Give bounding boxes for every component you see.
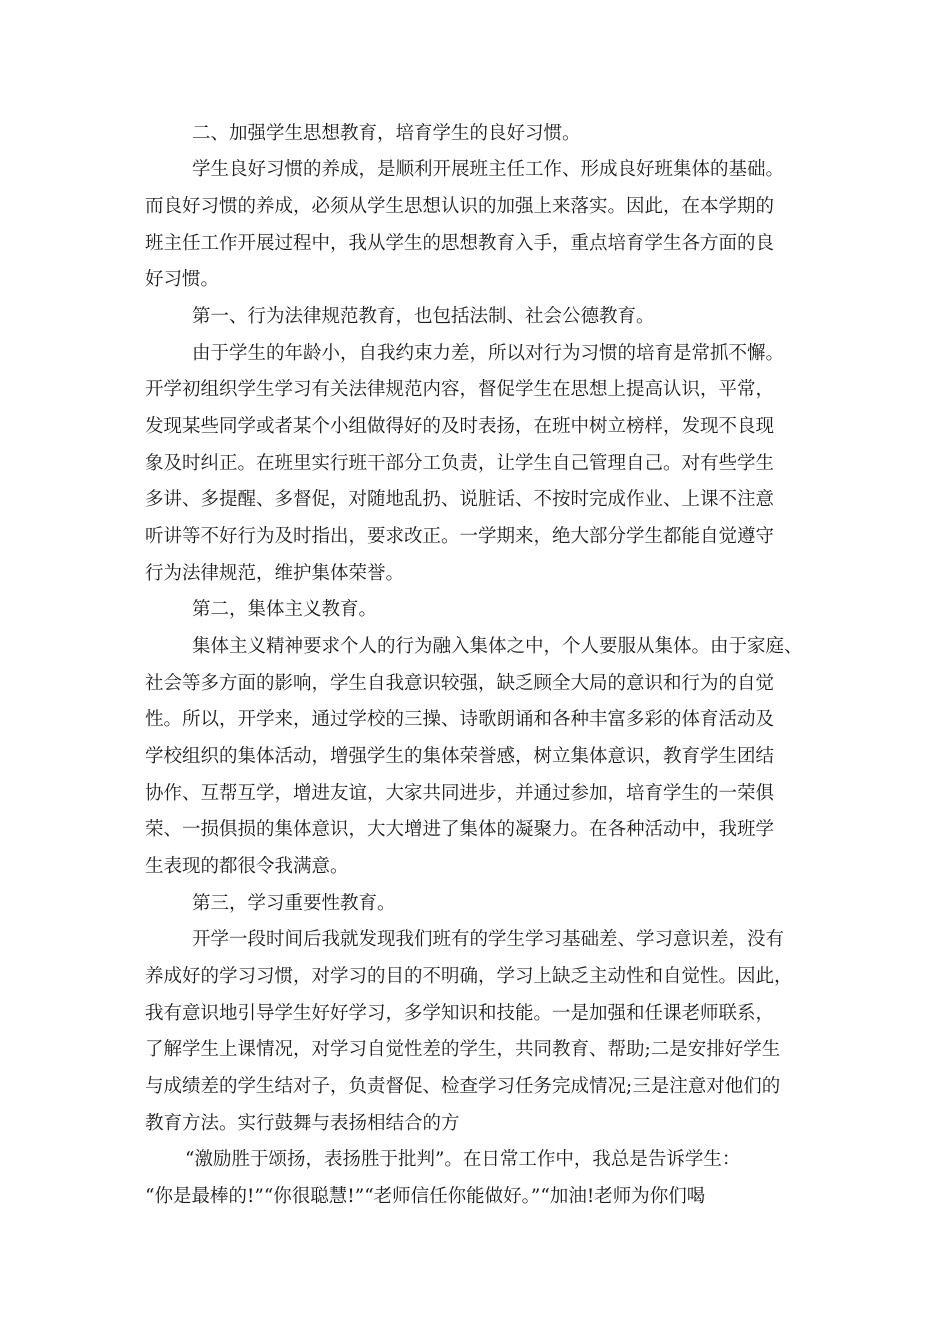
paragraph-line: 听讲等不好行为及时指出，要求改正。一学期来，绝大部分学生都能自觉遵守 <box>145 526 775 547</box>
paragraph-line: 由于学生的年龄小，自我约束力差，所以对行为习惯的培育是常抓不懈。 <box>192 343 785 364</box>
paragraph-line: 班主任工作开展过程中，我从学生的思想教育入手，重点培育学生各方面的良 <box>145 233 775 254</box>
subsection-heading-2: 第二，集体主义教育。 <box>192 599 378 620</box>
paragraph-line: 生表现的都很令我满意。 <box>145 856 349 877</box>
paragraph-line: 开学初组织学生学习有关法律规范内容，督促学生在思想上提高认识，平常， <box>145 379 775 400</box>
section-heading-2: 二、加强学生思想教育，培育学生的良好习惯。 <box>192 123 581 144</box>
paragraph-line: 开学一段时间后我就发现我们班有的学生学习基础差、学习意识差，没有 <box>192 929 785 950</box>
paragraph-line: “激励胜于颂扬，表扬胜于批判”。在日常工作中，我总是告诉学生： <box>185 1149 741 1170</box>
paragraph-line: 行为法律规范，维护集体荣誉。 <box>145 563 405 584</box>
paragraph-line: 与成绩差的学生结对子，负责督促、检查学习任务完成情况;三是注意对他们的 <box>145 1076 781 1097</box>
paragraph-line: 集体主义精神要求个人的行为融入集体之中，个人要服从集体。由于家庭、 <box>192 636 803 657</box>
subsection-heading-1: 第一、行为法律规范教育，也包括法制、社会公德教育。 <box>192 306 655 327</box>
paragraph-line: “你是最棒的!”“你很聪慧!”“老师信任你能做好。”“加油!老师为你们喝 <box>145 1186 706 1207</box>
subsection-heading-3: 第三，学习重要性教育。 <box>192 893 396 914</box>
paragraph-line: 协作、互帮互学，增进友谊，大家共同进步，并通过参加，培育学生的一荣俱 <box>145 783 775 804</box>
paragraph-line: 性。所以，开学来，通过学校的三操、诗歌朗诵和各种丰富多彩的体育活动及 <box>145 709 775 730</box>
paragraph-line: 社会等多方面的影响，学生自我意识较强，缺乏顾全大局的意识和行为的自觉 <box>145 673 775 694</box>
paragraph-line: 象及时纠正。在班里实行班干部分工负责，让学生自己管理自己。对有些学生 <box>145 453 775 474</box>
paragraph-line: 而良好习惯的养成，必须从学生思想认识的加强上来落实。因此，在本学期的 <box>145 196 775 217</box>
paragraph-line: 学校组织的集体活动，增强学生的集体荣誉感，树立集体意识，教育学生团结 <box>145 746 775 767</box>
paragraph-line: 教育方法。实行鼓舞与表扬相结合的方 <box>145 1113 460 1134</box>
paragraph-line: 荣、一损俱损的集体意识，大大增进了集体的凝聚力。在各种活动中，我班学 <box>145 819 775 840</box>
paragraph-line: 好习惯。 <box>145 269 220 290</box>
paragraph-line: 了解学生上课情况，对学习自觉性差的学生，共同教育、帮助;二是安排好学生 <box>145 1039 781 1060</box>
paragraph-line: 学生良好习惯的养成，是顺利开展班主任工作、形成良好班集体的基础。 <box>192 159 785 180</box>
paragraph-line: 我有意识地引导学生好好学习，多学知识和技能。一是加强和任课老师联系， <box>145 1003 775 1024</box>
paragraph-line: 养成好的学习习惯，对学习的目的不明确，学习上缺乏主动性和自觉性。因此， <box>145 966 793 987</box>
paragraph-line: 发现某些同学或者某个小组做得好的及时表扬，在班中树立榜样，发现不良现 <box>145 416 775 437</box>
paragraph-line: 多讲、多提醒、多督促，对随地乱扔、说脏话、不按时完成作业、上课不注意 <box>145 489 775 510</box>
